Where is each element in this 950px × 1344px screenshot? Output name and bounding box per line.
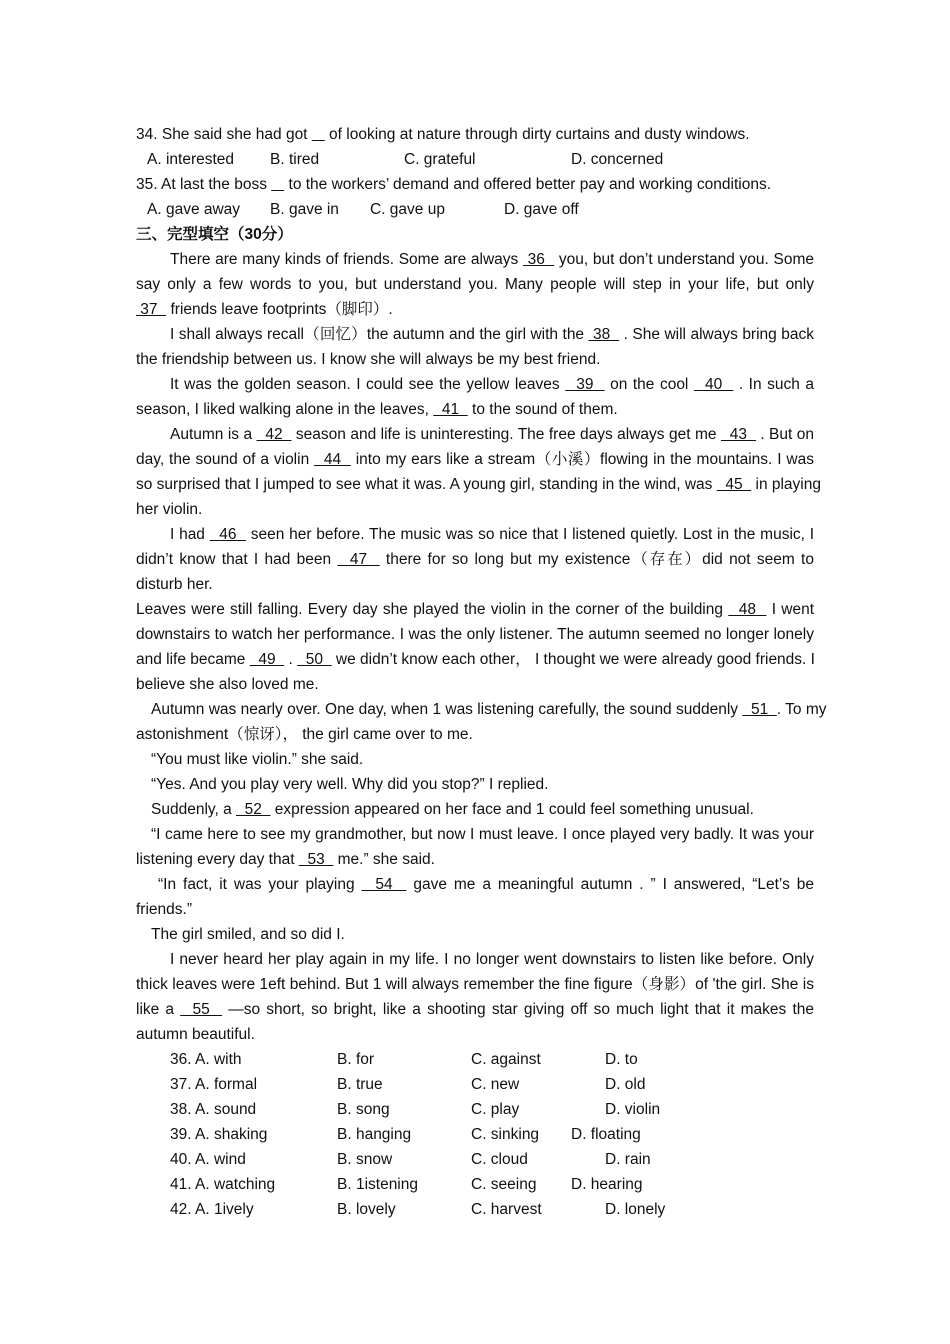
passage-line: disturb her.	[136, 576, 213, 593]
option: C. cloud	[471, 1151, 528, 1168]
option: B. song	[337, 1101, 390, 1118]
question-35	[136, 172, 814, 197]
blank-36: 36	[522, 251, 555, 268]
blank	[312, 126, 325, 143]
passage-line: thick leaves were 1eft behind. But 1 will always remember the fine figure（身影）of 'the girl. She is	[136, 976, 814, 993]
passage-line: downstairs to watch her performance. I was the only listener. The autumn seemed no longer lonely	[136, 626, 814, 643]
passage-line: astonishment（惊讶）， the girl came over to me.	[136, 726, 473, 743]
option: B. for	[337, 1051, 375, 1068]
blank-51: 51	[742, 701, 777, 718]
passage-line: autumn beautiful.	[136, 1026, 255, 1043]
q34-stem-rest: of looking at nature through dirty curtains and dusty windows.	[324, 126, 750, 143]
option: B. tired	[270, 151, 320, 168]
passage-line: her violin.	[136, 501, 203, 518]
blank-49: 49	[249, 651, 285, 668]
option: D. to	[605, 1051, 638, 1068]
q34-stem: 34. She said she had got	[136, 126, 312, 143]
option: 36. A. with	[170, 1051, 242, 1068]
passage-line: 37 friends leave footprints（脚印）.	[136, 301, 393, 318]
option: D. violin	[605, 1101, 661, 1118]
blank-54: 54	[361, 876, 407, 893]
options-row	[136, 1172, 814, 1197]
blank-47: 47	[337, 551, 380, 568]
options-row	[136, 1122, 814, 1147]
options-row	[136, 1047, 814, 1072]
options-row	[136, 1147, 814, 1172]
blank-46: 46	[209, 526, 246, 543]
passage-line: “You must like violin.” she said.	[151, 751, 364, 768]
option: C. grateful	[404, 151, 476, 168]
option: B. 1istening	[337, 1176, 418, 1193]
blank	[271, 176, 284, 193]
blank-53: 53	[298, 851, 334, 868]
option: A. interested	[147, 151, 235, 168]
passage-line: day, the sound of a violin 44 into my ears like a stream（小溪）flowing in the mountains. I was	[136, 451, 814, 468]
passage-line: I had 46 seen her before. The music was so nice that I listened quietly. Lost in the music, I	[170, 526, 815, 543]
option: B. gave in	[270, 201, 339, 218]
option: C. seeing	[471, 1176, 537, 1193]
option: 37. A. formal	[170, 1076, 258, 1093]
option: D. old	[605, 1076, 646, 1093]
blank-48: 48	[728, 601, 767, 618]
passage-line: Leaves were still falling. Every day she played the violin in the corner of the building 48 I went	[136, 601, 814, 618]
passage-line: say only a few words to you, but understand you. Many people will step in your life, but only	[136, 276, 814, 293]
blank-43: 43	[720, 426, 756, 443]
passage-line: Suddenly, a 52 expression appeared on her face and 1 could feel something unusual.	[151, 801, 754, 818]
blank-50: 50	[297, 651, 332, 668]
options-row	[136, 1072, 814, 1097]
q35-stem-rest: to the workers’ demand and offered better pay and working conditions.	[284, 176, 772, 193]
passage-line: believe she also loved me.	[136, 676, 319, 693]
options-row	[136, 1197, 814, 1222]
passage-line: I shall always recall（回忆）the autumn and the girl with the 38 . She will always bring back	[170, 326, 814, 343]
q35-options	[136, 197, 814, 222]
option: C. harvest	[471, 1201, 542, 1218]
blank-41: 41	[433, 401, 468, 418]
passage-line: season, I liked walking alone in the leaves, 41 to the sound of them.	[136, 401, 618, 418]
option: C. play	[471, 1101, 520, 1118]
blank-45: 45	[716, 476, 752, 493]
section-heading: 三、完型填空（30分）	[136, 226, 293, 243]
option: D. lonely	[605, 1201, 666, 1218]
option: 42. A. 1ively	[170, 1201, 254, 1218]
passage-line: and life became 49 . 50 we didn’t know each other， I thought we were already good friends. I	[136, 651, 815, 668]
passage-line: like a 55 —so short, so bright, like a shooting star giving off so much light that it makes the	[136, 1001, 814, 1018]
blank-37: 37	[136, 301, 167, 318]
option: 39. A. shaking	[170, 1126, 268, 1143]
passage-line: didn’t know that I had been 47 there for so long but my existence（存在）did not seem to	[136, 551, 814, 568]
blank-42: 42	[256, 426, 292, 443]
passage-line: Autumn was nearly over. One day, when 1 was listening carefully, the sound suddenly 51 . To my	[151, 701, 827, 718]
passage-line: “Yes. And you play very well. Why did you stop?” I replied.	[151, 776, 549, 793]
option: B. snow	[337, 1151, 393, 1168]
option: 40. A. wind	[170, 1151, 246, 1168]
passage-line: listening every day that 53 me.” she said.	[136, 851, 435, 868]
option: B. hanging	[337, 1126, 412, 1143]
option: B. lovely	[337, 1201, 396, 1218]
blank-39: 39	[565, 376, 605, 393]
question-34	[136, 122, 814, 147]
passage-line: I never heard her play again in my life. I no longer went downstairs to listen like before. Only	[170, 951, 814, 968]
option: D. concerned	[571, 151, 664, 168]
passage-line: “I came here to see my grandmother, but now I must leave. I once played very badly. It was your	[151, 826, 814, 843]
blank-52: 52	[236, 801, 271, 818]
passage-line: friends.”	[136, 901, 192, 918]
option: D. floating	[571, 1126, 641, 1143]
option: D. hearing	[571, 1176, 643, 1193]
option: C. against	[471, 1051, 541, 1068]
option: D. rain	[605, 1151, 651, 1168]
passage-line: so surprised that I jumped to see what it was. A young girl, standing in the wind, was 45 in playing	[136, 476, 821, 493]
passage-line: There are many kinds of friends. Some are always 36 you, but don’t understand you. Some	[170, 251, 814, 268]
option: 38. A. sound	[170, 1101, 257, 1118]
option: D. gave off	[504, 201, 579, 218]
option: 41. A. watching	[170, 1176, 276, 1193]
passage-line: The girl smiled, and so did I.	[151, 926, 345, 943]
passage-line: the friendship between us. I know she will always be my best friend.	[136, 351, 601, 368]
option: B. true	[337, 1076, 383, 1093]
passage-line: “In fact, it was your playing 54 gave me a meaningful autumn . ” I answered, “Let’s be	[158, 876, 815, 893]
blank-40: 40	[693, 376, 734, 393]
passage-line: Autumn is a 42 season and life is uninteresting. The free days always get me 43 . But on	[170, 426, 814, 443]
option: C. sinking	[471, 1126, 540, 1143]
blank-55: 55	[180, 1001, 223, 1018]
q35-stem: 35. At last the boss	[136, 176, 272, 193]
q34-options	[136, 147, 814, 172]
blank-38: 38	[588, 326, 620, 343]
option: C. new	[471, 1076, 520, 1093]
document-body	[136, 122, 827, 1222]
blank-44: 44	[314, 451, 351, 468]
passage-line: It was the golden season. I could see the yellow leaves 39 on the cool 40 . In such a	[170, 376, 815, 393]
option: C. gave up	[370, 201, 445, 218]
option: A. gave away	[147, 201, 241, 218]
options-row	[136, 1097, 814, 1122]
